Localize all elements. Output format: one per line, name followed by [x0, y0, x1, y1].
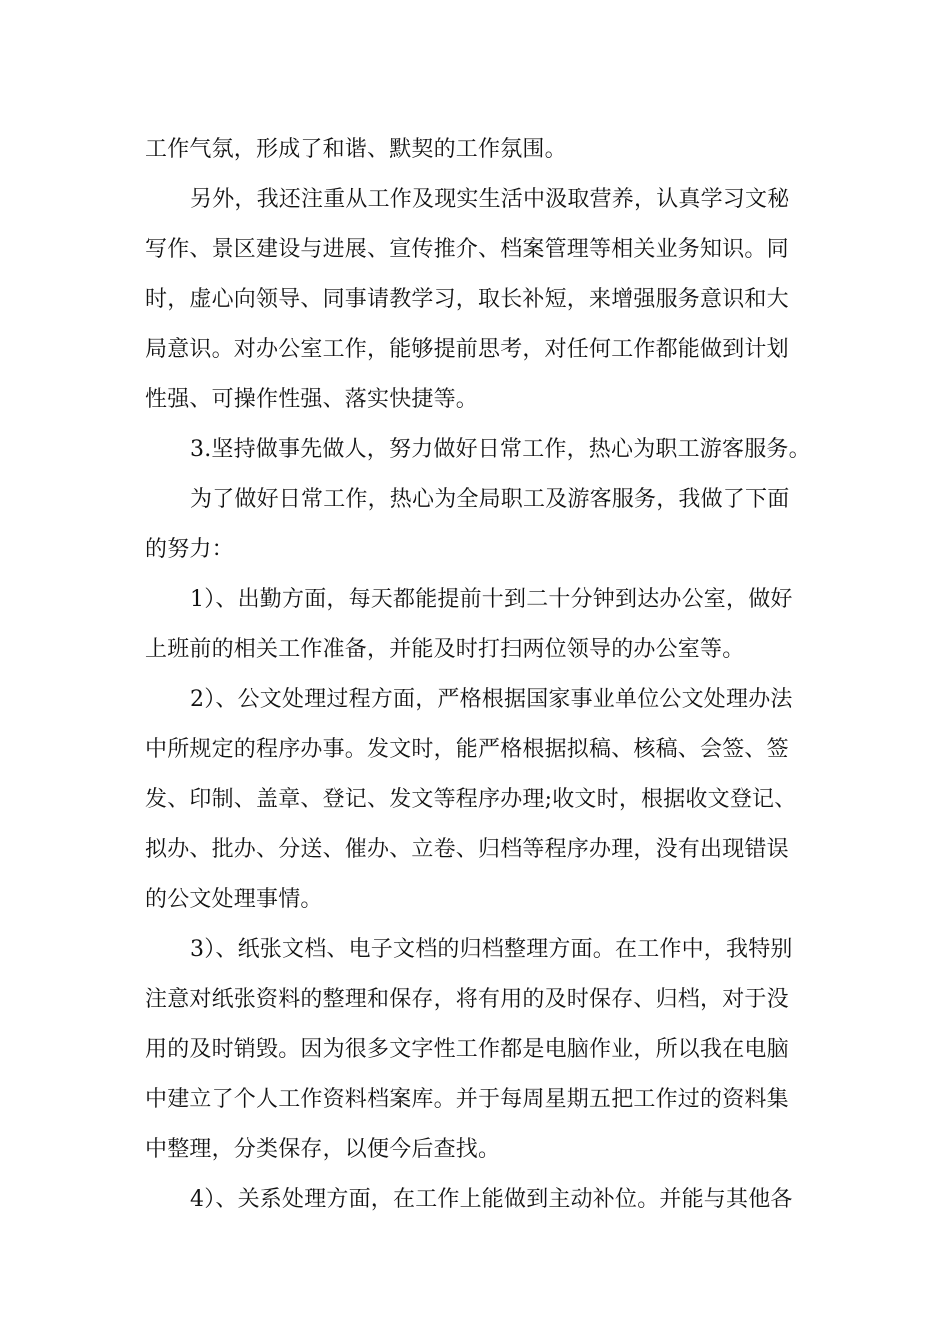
text-line: 1）、出勤方面，每天都能提前十到二十分钟到达办公室，做好 [190, 587, 793, 612]
text-line: 中整理，分类保存，以便今后查找。 [145, 1137, 501, 1162]
text-line: 4）、关系处理方面，在工作上能做到主动补位。并能与其他各 [190, 1187, 793, 1212]
text-line: 发、印制、盖章、登记、发文等程序办理;收文时，根据收文登记、 [145, 787, 797, 812]
text-line: 2）、公文处理过程方面，严格根据国家事业单位公文处理办法 [190, 687, 793, 712]
text-line: 3.坚持做事先做人，努力做好日常工作，热心为职工游客服务。 [190, 437, 811, 462]
text-line: 的努力： [145, 537, 234, 562]
text-line: 中所规定的程序办事。发文时，能严格根据拟稿、核稿、会签、签 [145, 737, 789, 762]
text-line: 3）、纸张文档、电子文档的归档整理方面。在工作中，我特别 [190, 937, 793, 962]
text-line: 为了做好日常工作，热心为全局职工及游客服务，我做了下面 [190, 487, 790, 512]
text-line: 的公文处理事情。 [145, 887, 323, 912]
text-line: 另外，我还注重从工作及现实生活中汲取营养，认真学习文秘 [190, 187, 790, 212]
text-line: 性强、可操作性强、落实快捷等。 [145, 387, 479, 412]
text-line: 上班前的相关工作准备，并能及时打扫两位领导的办公室等。 [145, 637, 745, 662]
text-line: 用的及时销毁。因为很多文字性工作都是电脑作业，所以我在电脑 [145, 1037, 789, 1062]
text-line: 时，虚心向领导、同事请教学习，取长补短，来增强服务意识和大 [145, 287, 789, 312]
text-line: 中建立了个人工作资料档案库。并于每周星期五把工作过的资料集 [145, 1087, 789, 1112]
text-line: 局意识。对办公室工作，能够提前思考，对任何工作都能做到计划 [145, 337, 789, 362]
text-line: 拟办、批办、分送、催办、立卷、归档等程序办理，没有出现错误 [145, 837, 789, 862]
text-line: 工作气氛，形成了和谐、默契的工作氛围。 [145, 137, 567, 162]
text-line: 写作、景区建设与进展、宣传推介、档案管理等相关业务知识。同 [145, 237, 789, 262]
text-line: 注意对纸张资料的整理和保存，将有用的及时保存、归档，对于没 [145, 987, 789, 1012]
